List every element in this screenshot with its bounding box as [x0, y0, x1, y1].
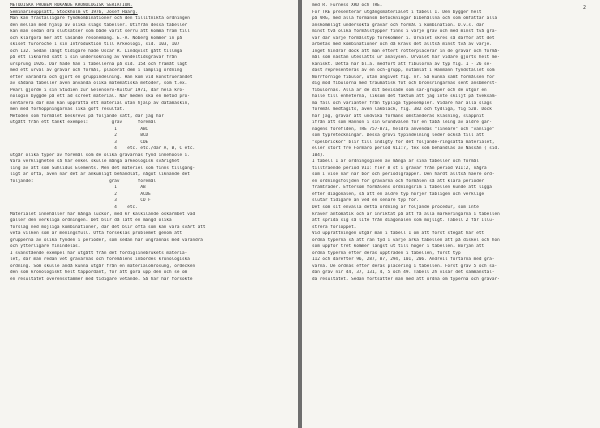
- text-line: 3 CD F: [10, 198, 151, 204]
- text-line: minst två olika förmålstypper finns i varje grav och med minst två gra-: [312, 29, 498, 35]
- text-line: och klargöra mer att läsande resonemang. E.-A. Nöberg kommer in på: [10, 35, 183, 41]
- text-line: da resultatet. Sedan fortsätter man med att ordna om typerna och gravar-: [312, 276, 500, 282]
- text-line: Det som sit envälla detta ordning är följande procedur, som inte: [312, 204, 479, 210]
- text-line: Inget hindrar dock att man eftert rotterplacerar in de gravar och förmå-: [312, 48, 500, 54]
- text-line: 1 AB: [10, 185, 146, 191]
- text-line: som typreteckningar. Dessa grovi typindelning leder också till att: [312, 133, 485, 139]
- text-line: 104).: [312, 152, 326, 158]
- text-line: strera förloppet.: [312, 224, 357, 230]
- text-line: ling av att som Suhlidus Elements. Men det materiel som finns tillgäng-: [10, 165, 196, 171]
- text-line: grupperna av olika fynden i perioder, som sedan har ungrännas med varandra: [10, 237, 203, 243]
- text-line: dig mod fibulorna med traumatisk fot och bronsringarnas sent ansbmerst-: [312, 81, 498, 87]
- text-line: Vara verkligheten så här enkel skulle många arkeologisk svårighet: [10, 159, 180, 165]
- text-line: I tabell 1 är ordningsgiven av många ar sina tabeller och förmål: [312, 159, 479, 165]
- text-line: men med förhoppningarnas likä goft resultat.: [10, 107, 125, 113]
- text-line: Norrfornige fibulor, utan angivet fig. nr. Så kunna samt förmålsen för: [312, 74, 495, 80]
- text-line: Pearl gjorde i sin Studien zur Gelenserv-Kultur 1971, där hela kro-: [10, 87, 185, 93]
- text-line: veta vilken som är meningsfull. Ofta förseklas problemet genom att: [10, 231, 183, 237]
- text-line: den mellan med hjälp av olika slags tabeller. Utifrån dessa tabeller: [10, 22, 188, 28]
- text-line: mål som nästan uteslätts ur analysen. Urvalet har vidare gjorts helt me-: [312, 55, 500, 61]
- text-line: Metoden som förmålet beskrevs på följande sätt, där jag har: [10, 113, 164, 119]
- text-line: kan man sedan dra slutsatser som både varit serru att komma fram till: [10, 29, 190, 35]
- text-line: Materialet innehåller här många luckor, med kr kälkilände oskärmbet vad: [10, 211, 196, 217]
- text-line: utgår olika typer av föremål som de olika gravarnas fynd innehöole i.: [10, 152, 190, 158]
- text-line: ursprung 1926. Där hade han i tabellerna på sid. 154 och framåt lagt: [10, 61, 188, 67]
- text-line: hälle till enheterna, liksom det faktum att jag inte skiljt på tveksam-: [312, 94, 498, 100]
- text-line: nagens föreflden, TRE 757-871, heldra anvendas "lineare" och "vanlige": [312, 126, 495, 132]
- text-line: fibulornas. Alla är de dit bevisade som sär-grupper och de utgör en: [312, 87, 487, 93]
- text-line: anskommligt undersökta gravar och förmål i kombination. D.v.s. där: [312, 22, 485, 28]
- text-line: en resultatet överensstämmer med tidigare vetande. Så har här försökte: [10, 276, 193, 282]
- text-line: tillträende period VII: fler 8 st i gravar från period VII:2, några: [312, 165, 487, 171]
- text-line: arbetas med kombinationer och då krävs det alltså minst två av varje.: [312, 42, 492, 48]
- text-line: ordna typerna så att ran tyd i varje ärka tabellen att på diskel och hon: [312, 237, 500, 243]
- text-line: Man kan fraställigare fyndkombinationer och den tillitnikta ordningen: [10, 16, 190, 22]
- text-line: dan grav nir 44, 37, 131, 4, 5 och 49. Tabell 2h visar det sammanstäl-: [312, 270, 495, 276]
- text-line: ma fall och varianter från typliga typexempler. Vidare har alla slags: [312, 100, 492, 106]
- text-line: skiset furoroche i sin Introduktion till Arkeologi, sid. 103, 107: [10, 42, 180, 48]
- left-document-page: [0, 0, 298, 428]
- text-line: 4 etc.: [10, 204, 138, 210]
- text-line: att sprida sig så lite från diagonalen som möjligt. Tabell 2 får illu-: [312, 218, 495, 224]
- text-line: som uppför tret kommer längst ut till höger i tabellen. Början att: [312, 244, 485, 250]
- text-line: på ett liknarnd sätt i sin undersökning av Vendeltidsgravar från: [10, 55, 177, 61]
- text-line: ifrån att som Hannon i sin Grundvalen för en tabå leing av äldre gar-: [312, 120, 492, 126]
- text-line: föremål medtagits, även läkbläck, fig. 382 och tydliga, fig 520. Dock: [312, 107, 492, 113]
- text-line: ordna typerna efter deras uppträden i tabellen, först typ: [312, 250, 461, 256]
- text-line: framträder. Eftersom förmålens ordningsrim i tabellen kunde att ligga: [312, 185, 492, 191]
- text-line: med R. Furness XRD och TRE.: [312, 3, 383, 8]
- text-line: efter varandra och gjort en gruppindelning. Han kom vid konstruerandet: [10, 74, 193, 80]
- text-line: som i vise när när bor och periodlgrapper. Den hardt alltså haere ord-: [312, 172, 495, 178]
- text-line: METODISKA PROBEM ROKANDE KRONOLOGISK SERIATION.: [10, 3, 133, 8]
- text-line: kaniskt. Detta har bl.a. medfört att fibulorna av typ fig. 1 - 26 se-: [312, 61, 492, 67]
- text-line: 2 BCD: [10, 133, 149, 139]
- text-line: 3 CDE: [10, 139, 149, 145]
- text-line: I svanstående exempel har utgått från det fördiglinebrukets materia-: [10, 250, 188, 256]
- text-line: har jag, gravar att undvika förmäns omständeras klasning, slappnit: [312, 113, 485, 119]
- text-line: let, där man redan vet gravarnas och föremålens inbördes kronologiska: [10, 257, 190, 263]
- text-line: 112 och därefter 96, 287, 87, 294, 101, 206. Andreil fortarna med gra-: [312, 257, 495, 263]
- text-line: en ordningsföljden för gravarna och förmålen så att klara perioder: [312, 178, 485, 184]
- text-line: med ett urval av gravar och förmål, placerat dem i lämplig ordning: [10, 68, 183, 74]
- text-line: "spelbrickor" blir till indigty för det följande-ringsätta materialet,: [312, 139, 495, 145]
- text-line: utgått från ett tänkt exempel: grav föremål: [10, 120, 156, 126]
- text-line: slutar tidigare än ved en senare typ för.: [312, 198, 419, 204]
- text-line: av sådana tabeller även använda olika matematiska metoder, som t.ex.: [10, 81, 188, 87]
- right-document-page: [302, 0, 600, 428]
- text-line: gäller den verkliga ordningen. Det blir då lätt en mängd olika: [10, 218, 172, 224]
- text-line: och 132. Sedan långt tidigare hade Oscar R. Lindqvist gått tillmga: [10, 48, 183, 54]
- text-line: och ytterligare finindelas.: [10, 244, 81, 250]
- text-line: efter diagonalen, så att en äldre typ hörjer tabligen och verklige: [312, 191, 485, 197]
- text-line: ordning. Som skulle ändå kunna utgår från en materialomrösung, ordecken: [10, 263, 196, 269]
- text-line: sentarera där man kan upprätta ett material utan hjälp av datamaskin,: [10, 100, 190, 106]
- text-line: 2 ACDE: [10, 191, 151, 197]
- text-line: ligt är ofta, även när det är ankumligt behandlat, något liknande det: [10, 172, 190, 178]
- text-line: dast representeras av en och-grupp, nutamlat i Hanmann fyndstället som: [312, 68, 495, 74]
- text-line: den som kronologiskt helt tappordant, för att göra upp den och se om: [10, 270, 188, 276]
- text-line: kräver antomatik och är inriktat på att få alla markeringarna i tabellen: [312, 211, 500, 217]
- text-line: Seminarieuppsatt, Stockholm vt 1976, Josef Haarg.: [10, 9, 138, 15]
- text-line: 4 etc. etc./där A, B, C etc.: [10, 146, 196, 152]
- text-line: var där varje förmålstyp förekommer i. Urvalet skres så därför att det: [312, 35, 495, 41]
- text-line: följande: grav föremål: [10, 178, 156, 184]
- page-number: 2: [582, 5, 586, 11]
- text-line: varna. De ordnas efter deras placering i tabellen. Först grav 5 och sa-: [312, 263, 498, 269]
- text-line: nologin byggde på ett ad screet material. När meden ska en metod pro-: [10, 94, 190, 100]
- text-line: förslag ned möjliga kombinationer, där det blir ofta som kan vara svårt att: [10, 224, 206, 230]
- text-line: eller stört fre Formaro perlod VII:7, tex som behandlas av Nässån ( sid.: [312, 146, 500, 152]
- text-line: Vid upprättningen utgår man i tabell 1 om att först stegat här ett: [312, 231, 485, 237]
- text-line: på VRG, med alla förmänsm betockningar bibehållna och som omfattar alla: [312, 16, 498, 22]
- text-line: För TRE presenterar utgångsmaterialet i tabell 1. Den bygger helt: [312, 9, 482, 15]
- text-line: 1 ABC: [10, 126, 149, 132]
